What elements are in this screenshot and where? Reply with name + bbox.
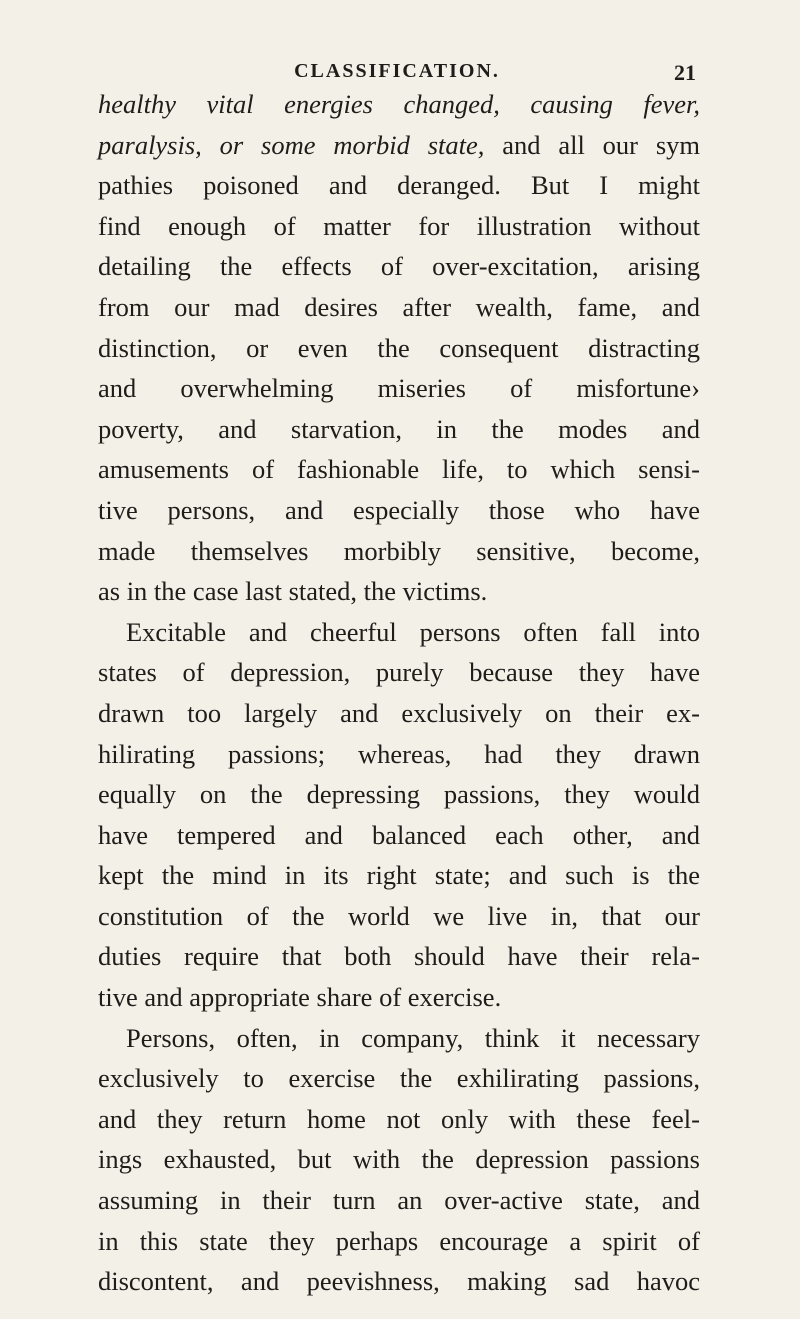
text-line — [98, 490, 700, 531]
text-line — [98, 409, 700, 450]
text-line — [98, 815, 700, 856]
text-line — [98, 368, 700, 409]
roman-text: assuming in their turn an over-active state, and — [98, 1185, 700, 1216]
text-line — [98, 1099, 700, 1140]
text-line — [98, 449, 700, 490]
text-line — [98, 531, 700, 572]
roman-text: detailing the effects of over-excitation, arising — [98, 251, 700, 282]
text-line — [98, 896, 700, 937]
italic-text: paralysis, or some morbid state, — [98, 129, 485, 160]
roman-text: and all our sym — [484, 129, 700, 160]
running-head: CLASSIFICATION. — [294, 60, 500, 82]
text-line — [98, 855, 700, 896]
roman-text: in this state they perhaps encourage a spirit of — [98, 1225, 700, 1256]
text-line — [98, 693, 700, 734]
text-line — [98, 774, 700, 815]
page-number: 21 — [674, 60, 696, 85]
text-line — [98, 977, 700, 1018]
text-line — [98, 734, 700, 775]
text-line — [98, 1221, 700, 1262]
text-line — [98, 1180, 700, 1221]
roman-text: kept the mind in its right state; and such is the — [98, 860, 700, 891]
roman-text: distinction, or even the consequent distracting — [98, 332, 700, 363]
roman-text: ings exhausted, but with the depression passions — [98, 1144, 700, 1175]
roman-text: Persons, often, in company, think it necessary — [126, 1022, 700, 1053]
roman-text: duties require that both should have their rela- — [98, 941, 700, 972]
text-line — [98, 571, 700, 612]
roman-text: and overwhelming miseries of misfortune› — [98, 373, 700, 404]
italic-text: healthy vital energies changed, causing fever, — [98, 89, 700, 119]
text-line — [98, 287, 700, 328]
roman-text: exclusively to exercise the exhilirating passions, — [98, 1063, 700, 1094]
text-line — [98, 936, 700, 977]
roman-text: pathies poisoned and deranged. But I might — [98, 170, 700, 201]
roman-text: made themselves morbibly sensitive, become, — [98, 535, 700, 566]
text-line — [98, 125, 700, 166]
roman-text: as in the case last stated, the victims. — [98, 576, 488, 607]
text-line — [98, 165, 700, 206]
text-line — [98, 246, 700, 287]
roman-text: find enough of matter for illustration without — [98, 210, 700, 241]
text-line — [98, 1018, 700, 1059]
text-line — [98, 1261, 700, 1302]
roman-text: tive persons, and especially those who have — [98, 494, 700, 525]
text-line — [98, 84, 700, 125]
roman-text: tive and appropriate share of exercise. — [98, 982, 502, 1013]
roman-text: hilirating passions; whereas, had they drawn — [98, 738, 700, 769]
roman-text: drawn too largely and exclusively on their ex- — [98, 697, 700, 728]
roman-text: from our mad desires after wealth, fame, and — [98, 291, 700, 322]
roman-text: states of depression, purely because they have — [98, 657, 700, 688]
roman-text: equally on the depressing passions, they would — [98, 779, 700, 810]
roman-text: constitution of the world we live in, that our — [98, 900, 700, 931]
roman-text: have tempered and balanced each other, and — [98, 819, 700, 850]
text-line — [98, 612, 700, 653]
text-line — [98, 652, 700, 693]
text-line — [98, 206, 700, 247]
text-line — [98, 1058, 700, 1099]
roman-text: discontent, and peevishness, making sad havoc — [98, 1266, 700, 1297]
roman-text: amusements of fashionable life, to which sensi- — [98, 454, 700, 485]
roman-text: and they return home not only with these feel- — [98, 1103, 700, 1134]
text-line — [98, 328, 700, 369]
text-line — [98, 1139, 700, 1180]
body-text — [98, 84, 700, 1302]
roman-text: poverty, and starvation, in the modes and — [98, 413, 700, 444]
roman-text: Excitable and cheerful persons often fall into — [126, 616, 700, 647]
